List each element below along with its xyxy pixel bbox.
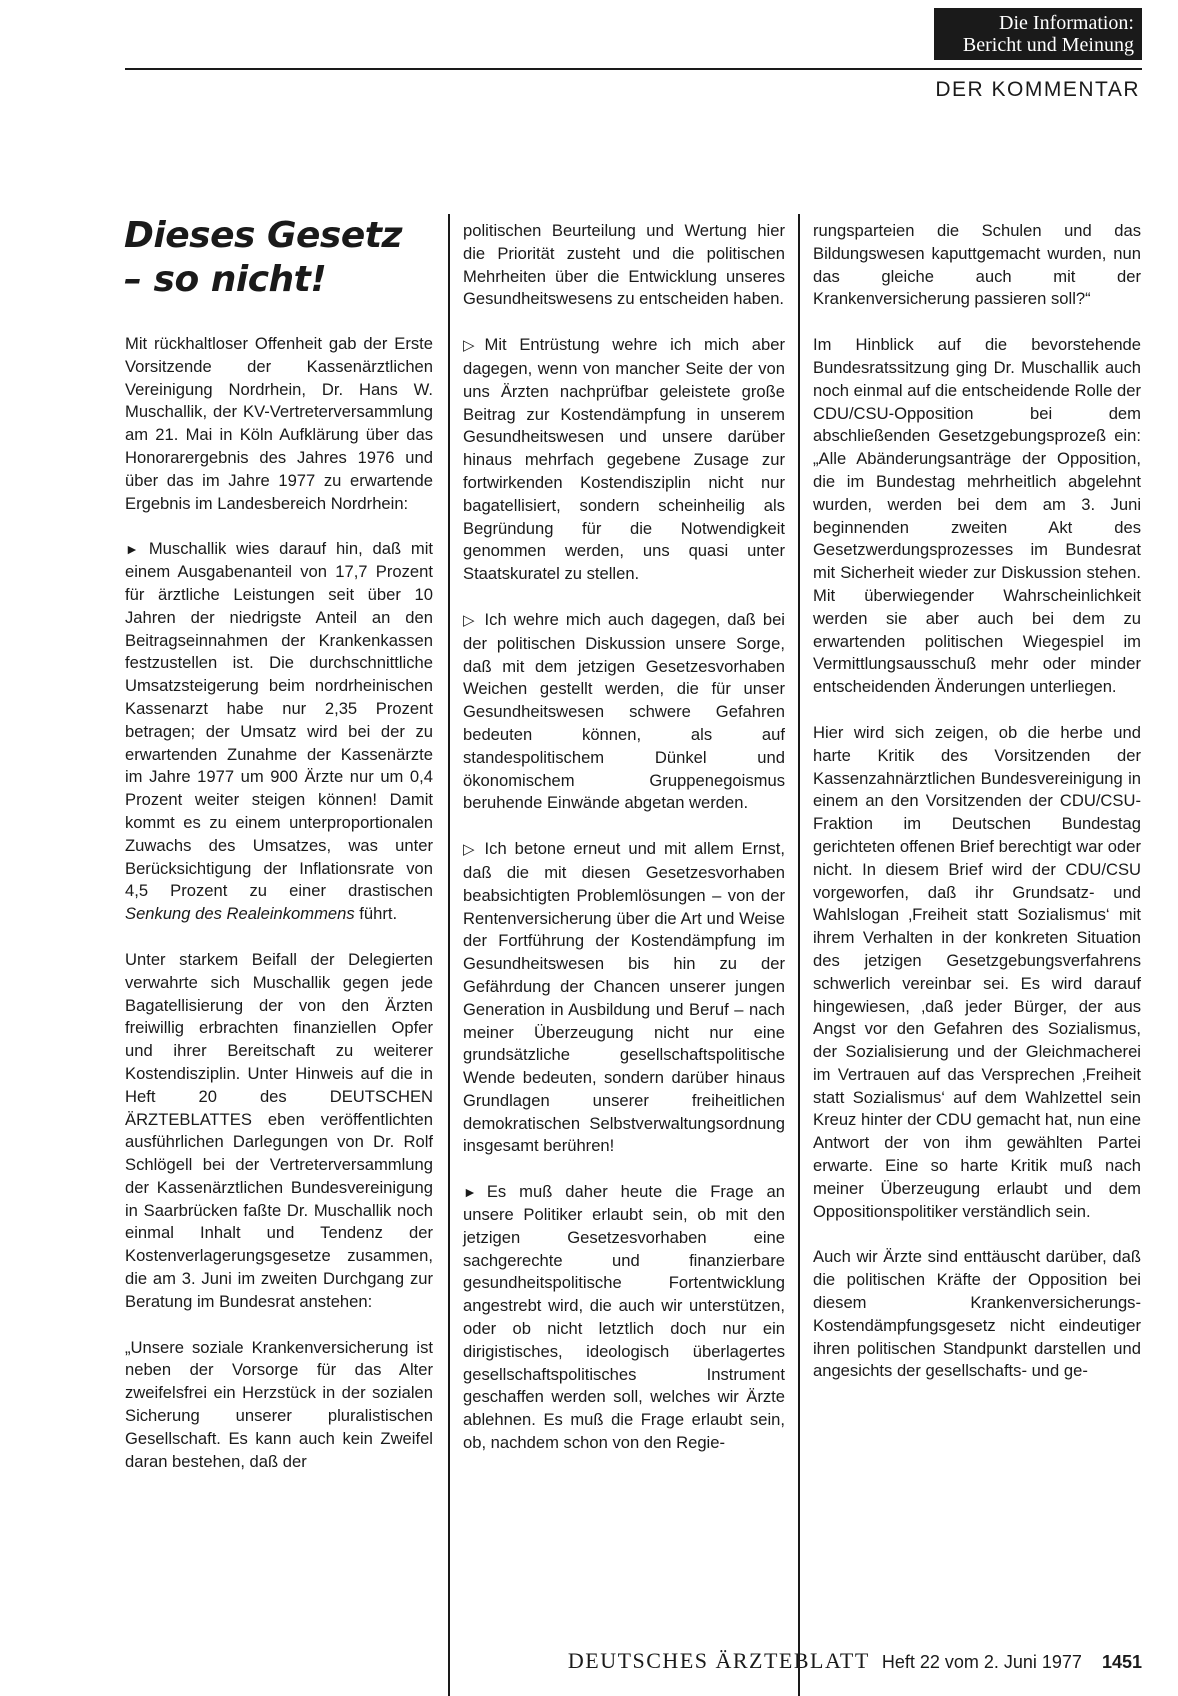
page-footer xyxy=(520,1648,1142,1678)
badge-line-2: Bericht und Meinung xyxy=(962,34,1134,56)
headline-line-2: – so nicht! xyxy=(124,259,327,300)
paragraph-text: Es muß daher heute die Frage an unsere Politiker erlaubt sein, ob mit den jetzigen Gesetzesvorhaben eine sachgerechte und finanzierbare gesundheitspolitische Fortentwicklung angestrebt wird, die auch wir unterstützen, oder ob nicht letztlich doch nur ein dirigistisches, ideologisch überlagertes gesellschaftspolitisches Instrument geschaffen werden soll, welches wir Ärzte ablehnen. Es muß die Frage erlaubt sein, ob, nachdem schon von den Regie- xyxy=(463,1182,785,1453)
paragraph: „Unsere soziale Krankenversicherung ist neben der Vorsorge für das Alter zweifelsfrei ein Herzstück in der sozialen Sicherung unserer pluralistischen Gesellschaft. Es kann auch kein Zweifel daran bestehen, daß der xyxy=(125,1337,433,1471)
paragraph-text: Mit Entrüstung wehre ich mich aber dagegen, wenn von mancher Seite der von uns Ärzten nachprüfbar geleistete große Beitrag zur Kostendämpfung in unserem Gesundheitswesen und unsere darüber hinaus mehrfach gegebene Zusage zur fortwirkenden Kostendisziplin nicht nur bagatellisiert, sondern scheinheilig als Begründung für die Notwendigkeit genommen werden, uns quasi unter Staatskuratel zu stellen. xyxy=(463,335,785,584)
page-number: 1451 xyxy=(1101,1652,1142,1672)
article-column-2 xyxy=(463,220,785,1478)
bullet-arrow-filled-icon: ► xyxy=(125,541,139,558)
paragraph: rungsparteien die Schulen und das Bildungswesen kaputtgemacht wurden, nun das gleiche auch mit der Krankenversicherung passieren soll?“ xyxy=(813,221,1141,309)
badge-line-1: Die Information: xyxy=(999,12,1134,34)
article-headline xyxy=(124,214,444,302)
paragraph: Hier wird sich zeigen, ob die herbe und harte Kritik des Vorsitzenden der Kassenzahnärztlichen Bundesvereinigung in einem an den Vorsitzenden der CDU/CSU-Fraktion im Deutschen Bundestag gerichteten offenen Brief berechtigt war oder nicht. In diesem Brief wird der CDU/CSU vorgeworfen, daß ihr Grundsatz- und Wahlslogan ‚Freiheit statt Sozialismus‘ mit ihrem Verhalten in der konkreten Situation des jetzigen Gesetzgebungsverfahrens schwerlich vereinbar sei. Es wird darauf hingewiesen, ‚daß jeder Bürger, der aus Angst vor den Gefahren des Sozialismus, der Sozialisierung und der Gleichmacherei im Vertrauen auf das Versprechen ‚Freiheit statt Sozialismus‘ auf dem Wahlzettel sein Kreuz hinter der CDU gemacht hat, nun eine Antwort der von ihm gewählten Partei erwarte. Eine so harte Kritik muß nach meiner Überzeugung erlaubt und dem Oppositionspolitiker verständlich sein. xyxy=(813,722,1141,1221)
article-column-3 xyxy=(813,220,1141,1406)
paragraph: Mit rückhaltloser Offenheit gab der Erste Vorsitzende der Kassenärztlichen Vereinigung Nordrhein, Dr. Hans W. Muschallik, der KV-Vertreterversammlung am 21. Mai in Köln Aufklärung über das Honorarergebnis des Jahres 1976 und über das im Jahre 1977 zu erwartende Ergebnis im Landesbereich Nordrhein: xyxy=(125,334,433,513)
paragraph-text: Muschallik wies darauf hin, daß mit einem Ausgabenanteil von 17,7 Prozent für ärztliche Leistungen seit über 10 Jahren der niedrigste Anteil an den Beitragseinnahmen der Krankenkassen festzustellen ist. Die durchschnittliche Umsatzsteigerung beim nordrheinischen Kassenarzt habe nur 2,35 Prozent betragen; der Umsatz wird bei der zu erwartenden Zunahme der Kassenärzte im Jahre 1977 um 900 Ärzte nur um 0,4 Prozent weiter steigen können! Damit kommt es zu einem unterproportionalen Zuwachs des Umsatzes, was unter Berücksichtigung der Inflationsrate von 4,5 Prozent zu einer drastischen xyxy=(125,539,433,901)
column-divider-2 xyxy=(798,214,800,1696)
bullet-arrow-filled-icon: ► xyxy=(463,1184,477,1201)
paragraph xyxy=(463,1181,785,1455)
paragraph: Unter starkem Beifall der Delegierten verwahrte sich Muschallik gegen jede Bagatellisierung der von den Ärzten freiwillig erbrachten finanziellen Opfer und ihrer Bereitschaft zu weiterer Kostendisziplin. Unter Hinweis auf die in Heft 20 des DEUTSCHEN ÄRZTEBLATTES eben veröffentlichten ausführlichen Darlegungen von Dr. Rolf Schlögell bei der Vertreterversammlung der Kassenärztlichen Bundesvereinigung in Saarbrücken faßte Dr. Muschallik noch einmal Inhalt und Tendenz der Kostenverlagerungsgesetze zusammen, die am 3. Juni im zweiten Durchgang zur Beratung im Bundesrat anstehen: xyxy=(125,949,433,1311)
bullet-arrow-open-icon: ▷ xyxy=(463,841,475,859)
paragraph: politischen Beurteilung und Wertung hier die Priorität zusteht und die politischen Mehrheiten über die Entwicklung unseres Gesundheitswesens zu entscheiden haben. xyxy=(463,221,785,309)
section-label: DER KOMMENTAR xyxy=(935,78,1140,101)
paragraph xyxy=(125,538,433,926)
emphasis-text: Senkung des Realeinkommens xyxy=(125,904,355,924)
paragraph xyxy=(463,609,785,815)
paragraph-text: Ich betone erneut und mit allem Ernst, daß die mit diesen Gesetzesvorhaben beabsichtigten Problemlösungen – von der Rentenversicherung über die Art und Weise der Fortführung der Kostendämpfung im Gesundheitswesen bis hin zu der Gefährdung der Chancen unserer jungen Generation in Ausbildung und Beruf – nach meiner Überzeugung nicht nur eine grundsätzliche gesellschaftspolitische Wende bedeuten, sondern darüber hinaus Grundlagen unserer freiheitlichen demokratischen Selbstverwaltungsordnung insgesamt berühren! xyxy=(463,839,785,1156)
header-rule xyxy=(125,68,1142,70)
paragraph xyxy=(463,334,785,586)
paragraph-text: Ich wehre mich auch dagegen, daß bei der politischen Diskussion unsere Sorge, daß mit dem jetzigen Gesetzesvorhaben Weichen gestellt werden, die für unser Gesundheitswesen schwere Gefahren bedeuten können, als auf standespolitischem Dünkel und ökonomischem Gruppenegoismus beruhende Einwände abgetan werden. xyxy=(463,609,785,813)
bullet-arrow-open-icon: ▷ xyxy=(463,337,475,355)
paragraph xyxy=(463,838,785,1158)
paragraph: Im Hinblick auf die bevorstehende Bundesratssitzung ging Dr. Muschallik auch noch einmal auf die entscheidende Rolle der CDU/CSU-Opposition bei dem abschließenden Gesetzgebungsprozeß ein: „Alle Abänderungsanträge der Opposition, die im Bundestag mehrheitlich abgelehnt wurden, werden bei dem am 3. Juni beginnenden zweiten Akt des Gesetzwerdungsprozesses im Bundesrat mit Sicherheit wieder zur Diskussion stehen. Mit überwiegender Wahrscheinlichkeit werden sie aber auch bei dem zu erwartenden politischen Wiegespiel im Vermittlungsausschuß mehr oder minder entscheidenden Änderungen unterliegen. xyxy=(813,335,1141,697)
section-badge xyxy=(934,8,1142,60)
issue-info: Heft 22 vom 2. Juni 1977 xyxy=(881,1652,1082,1672)
paragraph-end: führt. xyxy=(354,904,398,924)
bullet-arrow-open-icon: ▷ xyxy=(463,611,475,629)
column-divider-1 xyxy=(448,214,450,1696)
journal-name: DEUTSCHES ÄRZTEBLATT xyxy=(567,1648,870,1673)
article-column-1 xyxy=(125,333,433,1496)
paragraph: Auch wir Ärzte sind enttäuscht darüber, daß die politischen Kräfte der Opposition bei diesem Krankenversicherungs-Kostendämpfungsgesetz nicht eindeutiger ihren politischen Standpunkt darstellen und angesichts der gesellschafts- und ge- xyxy=(813,1247,1141,1381)
headline-line-1: Dieses Gesetz xyxy=(124,215,402,256)
